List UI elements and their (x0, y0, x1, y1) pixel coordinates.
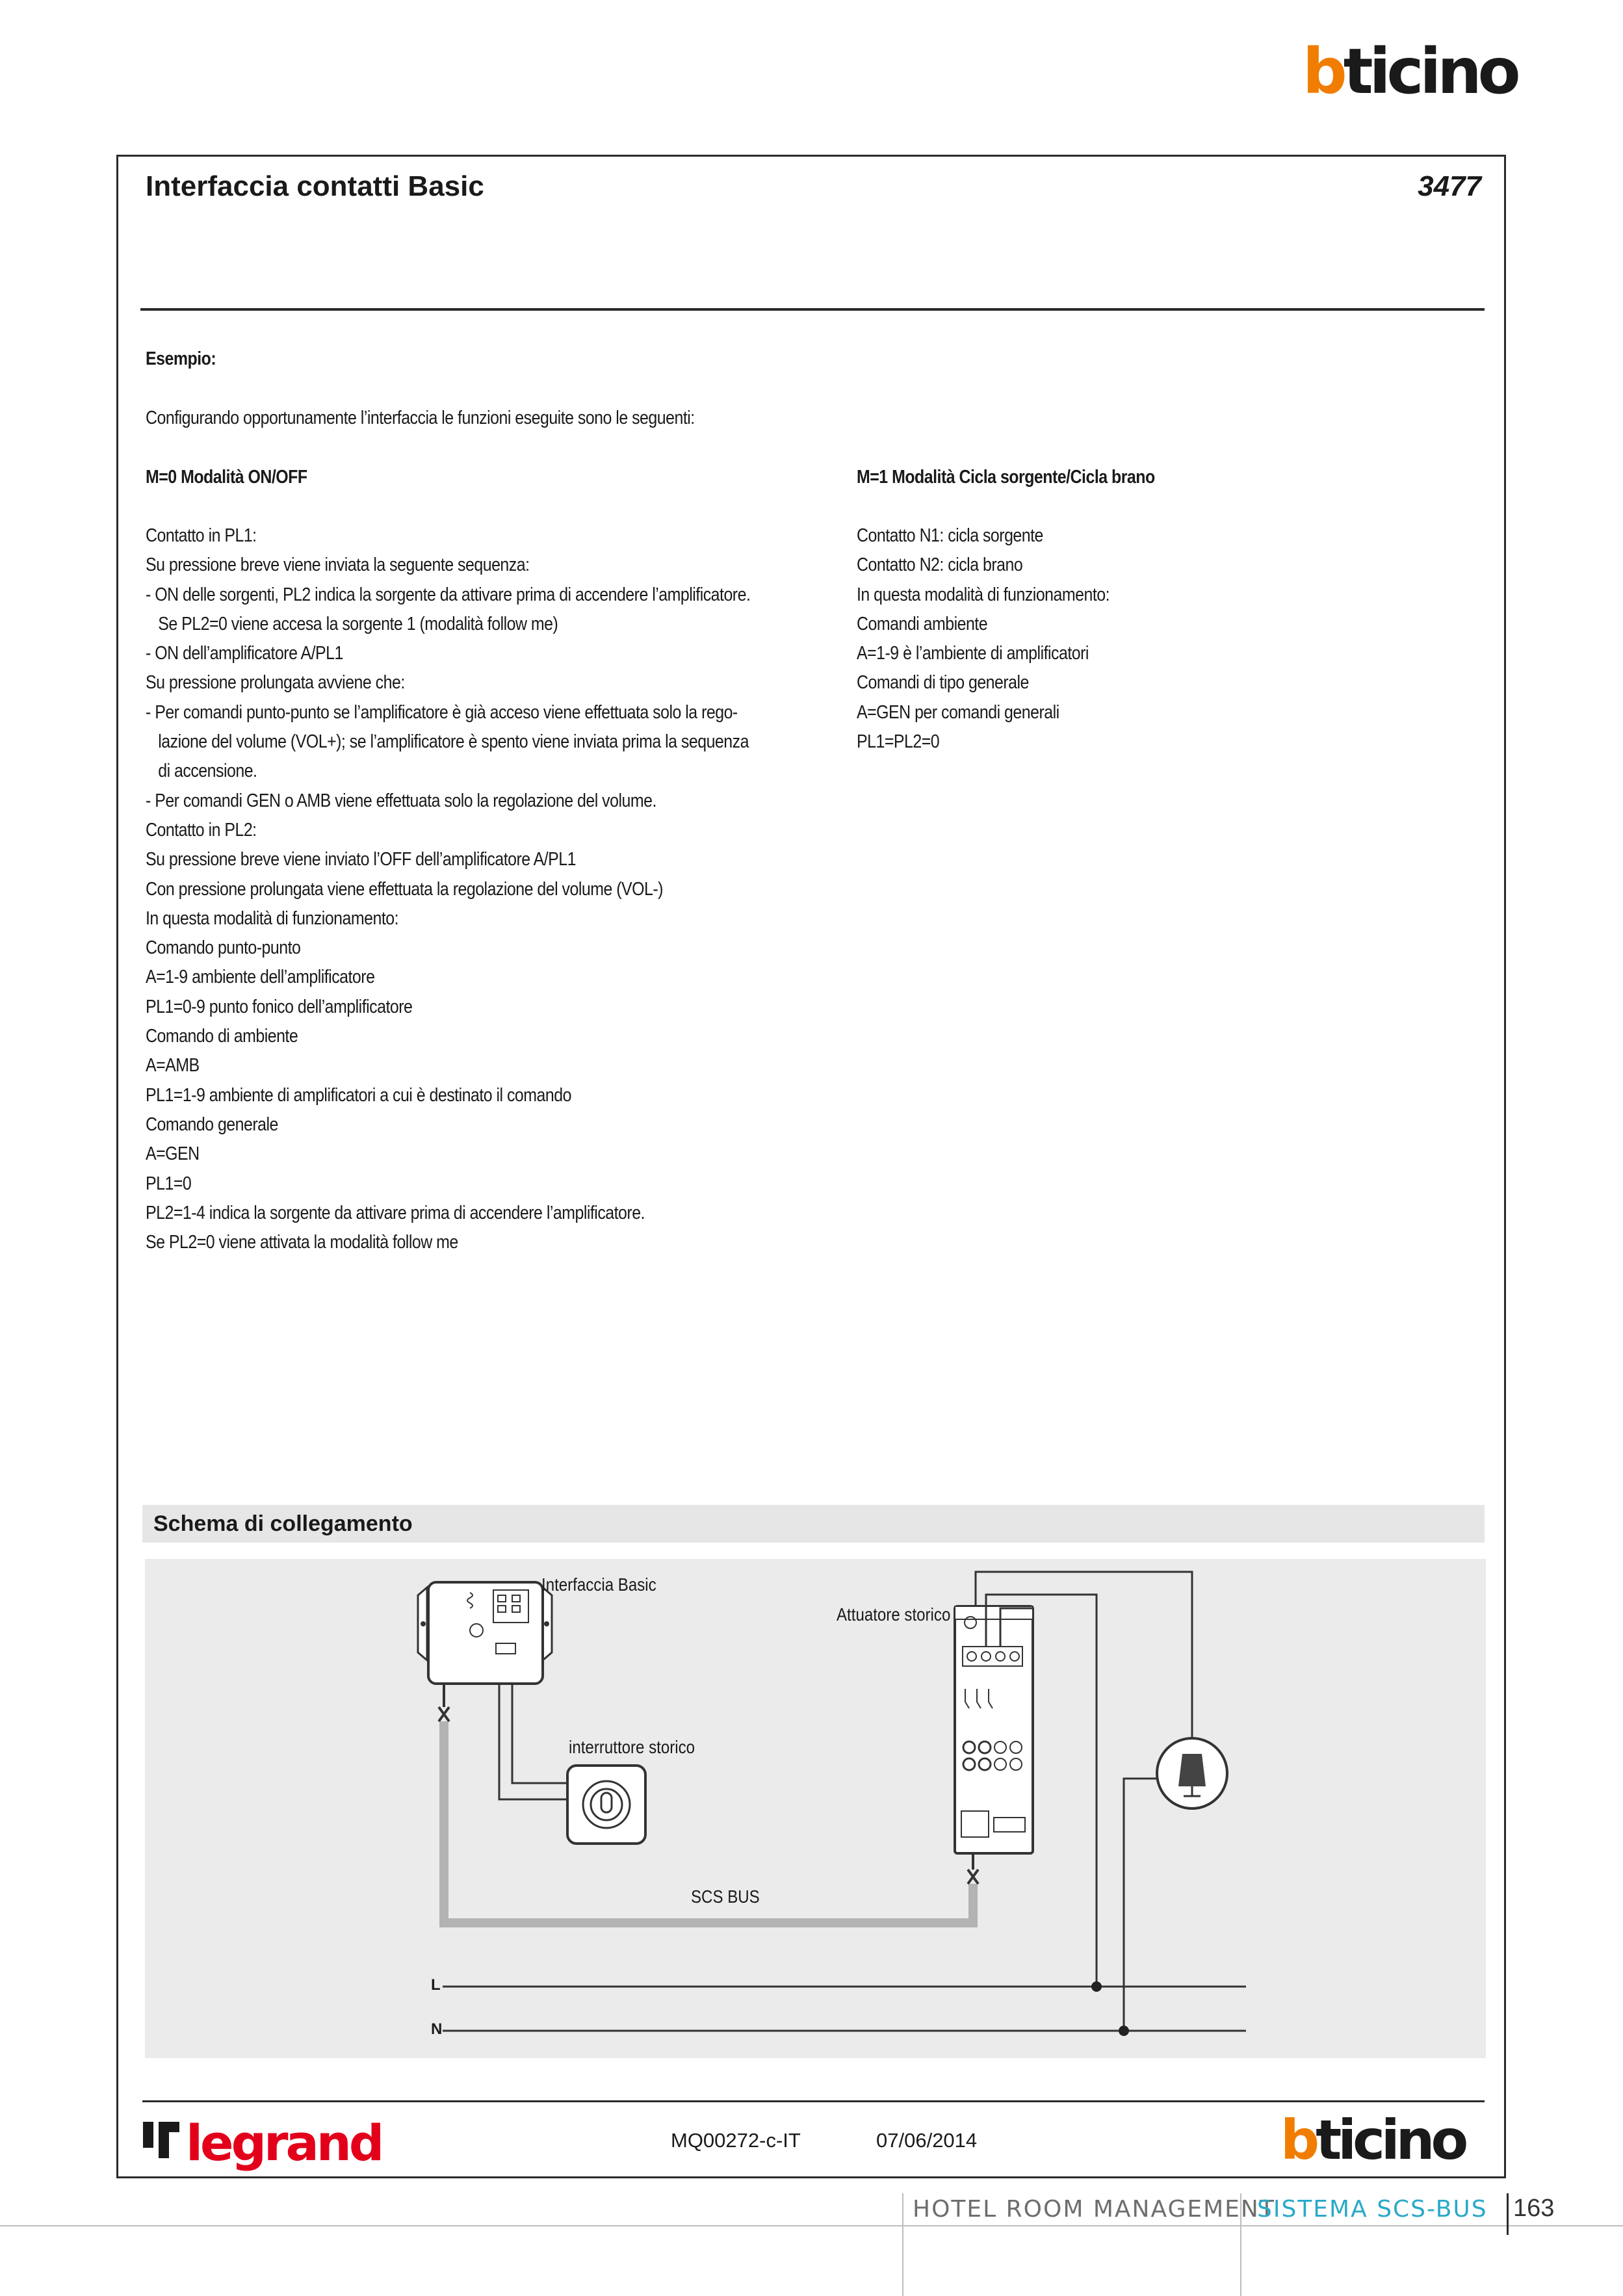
text-line: A=GEN per comandi generali (857, 701, 1059, 723)
m1-title: M=1 Modalità Cicla sorgente/Cicla brano (857, 467, 1155, 488)
text-line: - Per comandi GEN o AMB viene effettuata solo la regolazione del volume. (146, 790, 656, 811)
text-line: Comando generale (146, 1114, 278, 1135)
label-interfaccia-basic: Interfaccia Basic (541, 1574, 656, 1595)
text-line: di accensione. (146, 761, 257, 782)
interfaccia-basic-device (418, 1582, 552, 1684)
text-line: PL1=1-9 ambiente di amplificatori a cui è destinato il comando (146, 1084, 571, 1106)
section-hotel-room-management[interactable]: HOTEL ROOM MANAGEMENT (913, 2196, 1275, 2223)
label-line-L: L (431, 1976, 441, 1994)
text-line: Su pressione breve viene inviata la seguente sequenza: (146, 554, 530, 576)
m0-title: M=0 Modalità ON/OFF (146, 467, 307, 488)
example-label: Esempio: (146, 348, 216, 369)
text-line: A=1-9 ambiente dell’amplificatore (146, 967, 375, 988)
left-column-lines (146, 521, 849, 1257)
text-line: Su pressione breve viene inviato l’OFF dell’amplificatore A/PL1 (146, 849, 577, 870)
text-line: Contatto N2: cicla brano (857, 554, 1023, 576)
text-line: In questa modalità di funzionamento: (857, 584, 1110, 605)
label-interruttore-storico: interruttore storico (569, 1737, 695, 1757)
text-line: Contatto in PL2: (146, 819, 257, 841)
text-line: Su pressione prolungata avviene che: (146, 672, 405, 694)
bottom-bar-rule (0, 2225, 1623, 2226)
wiring-diagram (145, 1559, 1486, 2058)
text-line: - ON delle sorgenti, PL2 indica la sorgente da attivare prima di accendere l’amplificatore. (146, 584, 751, 605)
schema-title: Schema di collegamento (153, 1511, 413, 1536)
text-line: PL1=0-9 punto fonico dell’amplificatore (146, 996, 413, 1017)
text-line: Comandi di tipo generale (857, 672, 1029, 694)
doc-code: MQ00272-c-IT (671, 2129, 801, 2152)
doc-date: 07/06/2014 (876, 2129, 978, 2152)
text-line: Contatto in PL1: (146, 525, 257, 546)
page-title: Interfaccia contatti Basic (146, 170, 484, 202)
bottom-bar-sep-1 (902, 2193, 903, 2296)
attuatore-storico-device (955, 1606, 1033, 1853)
right-column-lines (857, 521, 1150, 757)
product-code: 3477 (1418, 170, 1481, 202)
logo-word: ticino (1316, 2108, 1465, 2172)
text-line: A=AMB (146, 1055, 200, 1076)
interruttore-storico-device (567, 1766, 645, 1844)
bticino-logo-footer (1280, 2108, 1465, 2172)
text-line: - ON dell’amplificatore A/PL1 (146, 643, 343, 664)
legrand-mark-icon (140, 2119, 182, 2161)
section-sistema-scs-bus[interactable]: SISTEMA SCS-BUS (1257, 2196, 1488, 2223)
wiring-diagram-svg (145, 1559, 1486, 2058)
logo-letter-b: b (1303, 35, 1344, 108)
logo-letter-b: b (1280, 2108, 1316, 2172)
text-line: Contatto N1: cicla sorgente (857, 525, 1043, 546)
bus-twist-right (968, 1870, 978, 1884)
text-line: Se PL2=0 viene accesa la sorgente 1 (modalità follow me) (146, 613, 558, 634)
label-line-N: N (431, 2020, 443, 2038)
page-number: 163 (1513, 2195, 1555, 2222)
lamp-icon (1157, 1738, 1227, 1808)
label-attuatore-storico: Attuatore storico (837, 1604, 951, 1624)
intro-text: Configurando opportunamente l’interfaccia le funzioni eseguite sono le seguenti: (146, 408, 695, 428)
text-line: PL1=PL2=0 (857, 731, 940, 753)
text-line: A=GEN (146, 1143, 200, 1165)
bottom-bar-sep-3 (1507, 2193, 1509, 2235)
text-line: Comandi ambiente (857, 613, 988, 634)
footer-divider (142, 2100, 1485, 2102)
text-line: Comando di ambiente (146, 1026, 298, 1047)
text-line: In questa modalità di funzionamento: (146, 907, 399, 929)
text-line: - Per comandi punto-punto se l’amplificatore è già acceso viene effettuata solo la rego- (146, 701, 738, 723)
bticino-logo-top (1303, 35, 1517, 108)
text-line: Comando punto-punto (146, 937, 301, 959)
header-divider (140, 308, 1485, 311)
text-line: Se PL2=0 viene attivata la modalità follow me (146, 1232, 458, 1253)
text-line: lazione del volume (VOL+); se l’amplificatore è spento viene inviata prima la sequenza (146, 731, 749, 753)
text-line: A=1-9 è l’ambiente di amplificatori (857, 643, 1089, 664)
bus-twist-left (439, 1707, 449, 1721)
text-line: PL2=1-4 indica la sorgente da attivare prima di accendere l’amplificatore. (146, 1202, 645, 1223)
text-line: Con pressione prolungata viene effettuata la regolazione del volume (VOL-) (146, 878, 663, 900)
legrand-wordmark: legrand (186, 2114, 382, 2172)
text-line: PL1=0 (146, 1173, 192, 1194)
label-scs-bus: SCS BUS (691, 1886, 760, 1907)
logo-word: ticino (1343, 35, 1517, 108)
